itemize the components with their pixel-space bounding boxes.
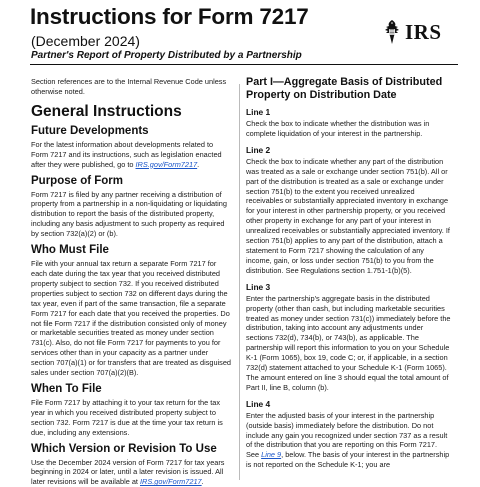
header-divider	[30, 64, 458, 65]
when-to-file-text: File Form 7217 by attaching it to your tax return for the tax year in which you received distributed property subject to section 732. Form 7217 is due at the time your tax return is due, including any extensions.	[31, 397, 223, 437]
part-i-heading: Part I—Aggregate Basis of Distributed Property on Distribution Date	[246, 76, 443, 101]
line1-text: Check the box to indicate whether the distribution was in complete liquidation of your interest in the partnership.	[246, 119, 430, 138]
line9-link[interactable]: Line 9	[261, 450, 282, 460]
line2-heading: Line 2	[246, 144, 271, 155]
column-divider	[239, 84, 240, 480]
line3-heading: Line 3	[246, 281, 271, 292]
form-subtitle: Partner's Report of Property Distributed by a Partnership	[31, 50, 302, 61]
line4-heading: Line 4	[246, 398, 271, 409]
intro-text: Section references are to the Internal Revenue Code unless otherwise noted.	[31, 77, 227, 96]
line4-text: Enter the adjusted basis of your interest in the partnership (outside basis) immediately before the distribution. Do not include any gain you recognized under section 737 as a result of the distribution that you are reporting on this Form 7217. See Line 9, below. The basis of your interest in the partnership is not reported on the Schedule K-1; you are	[246, 410, 450, 470]
line1-heading: Line 1	[246, 107, 271, 117]
form7217-link[interactable]: IRS.gov/Form7217	[135, 159, 198, 169]
when-to-file-heading: When To File	[31, 382, 102, 395]
left-column	[31, 77, 231, 487]
purpose-text: Form 7217 is filed by any partner receiving a distribution of property from a partnership in a non-liquidating or liquidating distribution to report the basis of the distributed property, including any basis adjustment to such property as required by section 732(a)(2) or (b).	[31, 189, 227, 239]
logo-text: IRS	[405, 19, 442, 44]
line3-text: Enter the partnership's aggregate basis in the distributed property (other than cash, but including marketable securities treated as money under section 731(c)) immediately before the distribution, taking into account any adjustments under sections 732(d), 734(b), or 743(b), as applicable. The partnership will report this information to you on your Schedule K-1 (Form 1065), box 19, code C; or, if applicable, in a section 732(d) statement attached to your Schedule K-1 (Form 1065). The amount entered on line 3 should equal the total amount of Part II, line B, column (b).	[246, 293, 451, 392]
irs-eagle-logo-icon	[380, 18, 404, 46]
page-title: Instructions for Form 7217	[30, 4, 309, 29]
future-developments-heading: Future Developments	[31, 124, 149, 137]
form7217-link-2[interactable]: IRS.gov/Form7217	[139, 477, 202, 487]
line2-text: Check the box to indicate whether any part of the distribution was treated as a sale or exchange under section 751(b). All or part of the distribution is treated as a sale or exchange under section 751(b) to the extent you received unrealized receivables or substantially appreciated inventory in exchange for your interest in other partnership property, or you received other property in exchange for any part of your interest in unrealized receivables or substantially appreciated inventory. If section 751(b) applies to any part of the distribution, attach a statement to Form 7217 showing the calculation of any income, gain, or loss under section 751(b) to you from the distribution. See Regulations section 1.751-1(b)(5).	[246, 156, 450, 275]
right-column	[246, 76, 451, 470]
who-must-file-heading: Who Must File	[31, 244, 109, 257]
who-must-file-text: File with your annual tax return a separate Form 7217 for each date during the tax year that you received distributed property subject to section 732. If you received distributed properties subject to section 732 on different days during the tax year, even if part of the same transaction, file a separate Form 7217 for each date that you received the properties. Do not file Form 7217 if the distribution consisted only of money or marketable securities treated as money under section 731(c). Also, do not file Form 7217 for payments to you for services other than in your capacity as a partner under section 707(a)(1) or for transfers that are treated as disguised sales under section 707(a)(2)(B).	[31, 259, 232, 378]
which-version-text: Use the December 2024 version of Form 7217 for tax years beginning in 2024 or later, until a later revision is issued. All later revisions will be available at IRS.gov/Form7217.	[31, 457, 225, 487]
purpose-heading: Purpose of Form	[31, 174, 124, 187]
future-developments-text: For the latest information about developments related to Form 7217 and its instructions, such as legislation enacted after they were published, go to IRS.gov/Form7217.	[31, 139, 222, 169]
which-version-heading: Which Version or Revision To Use	[31, 442, 217, 455]
irs-logo	[380, 17, 460, 47]
general-instructions-heading: General Instructions	[31, 102, 182, 120]
revision-date: (December 2024)	[31, 33, 140, 49]
